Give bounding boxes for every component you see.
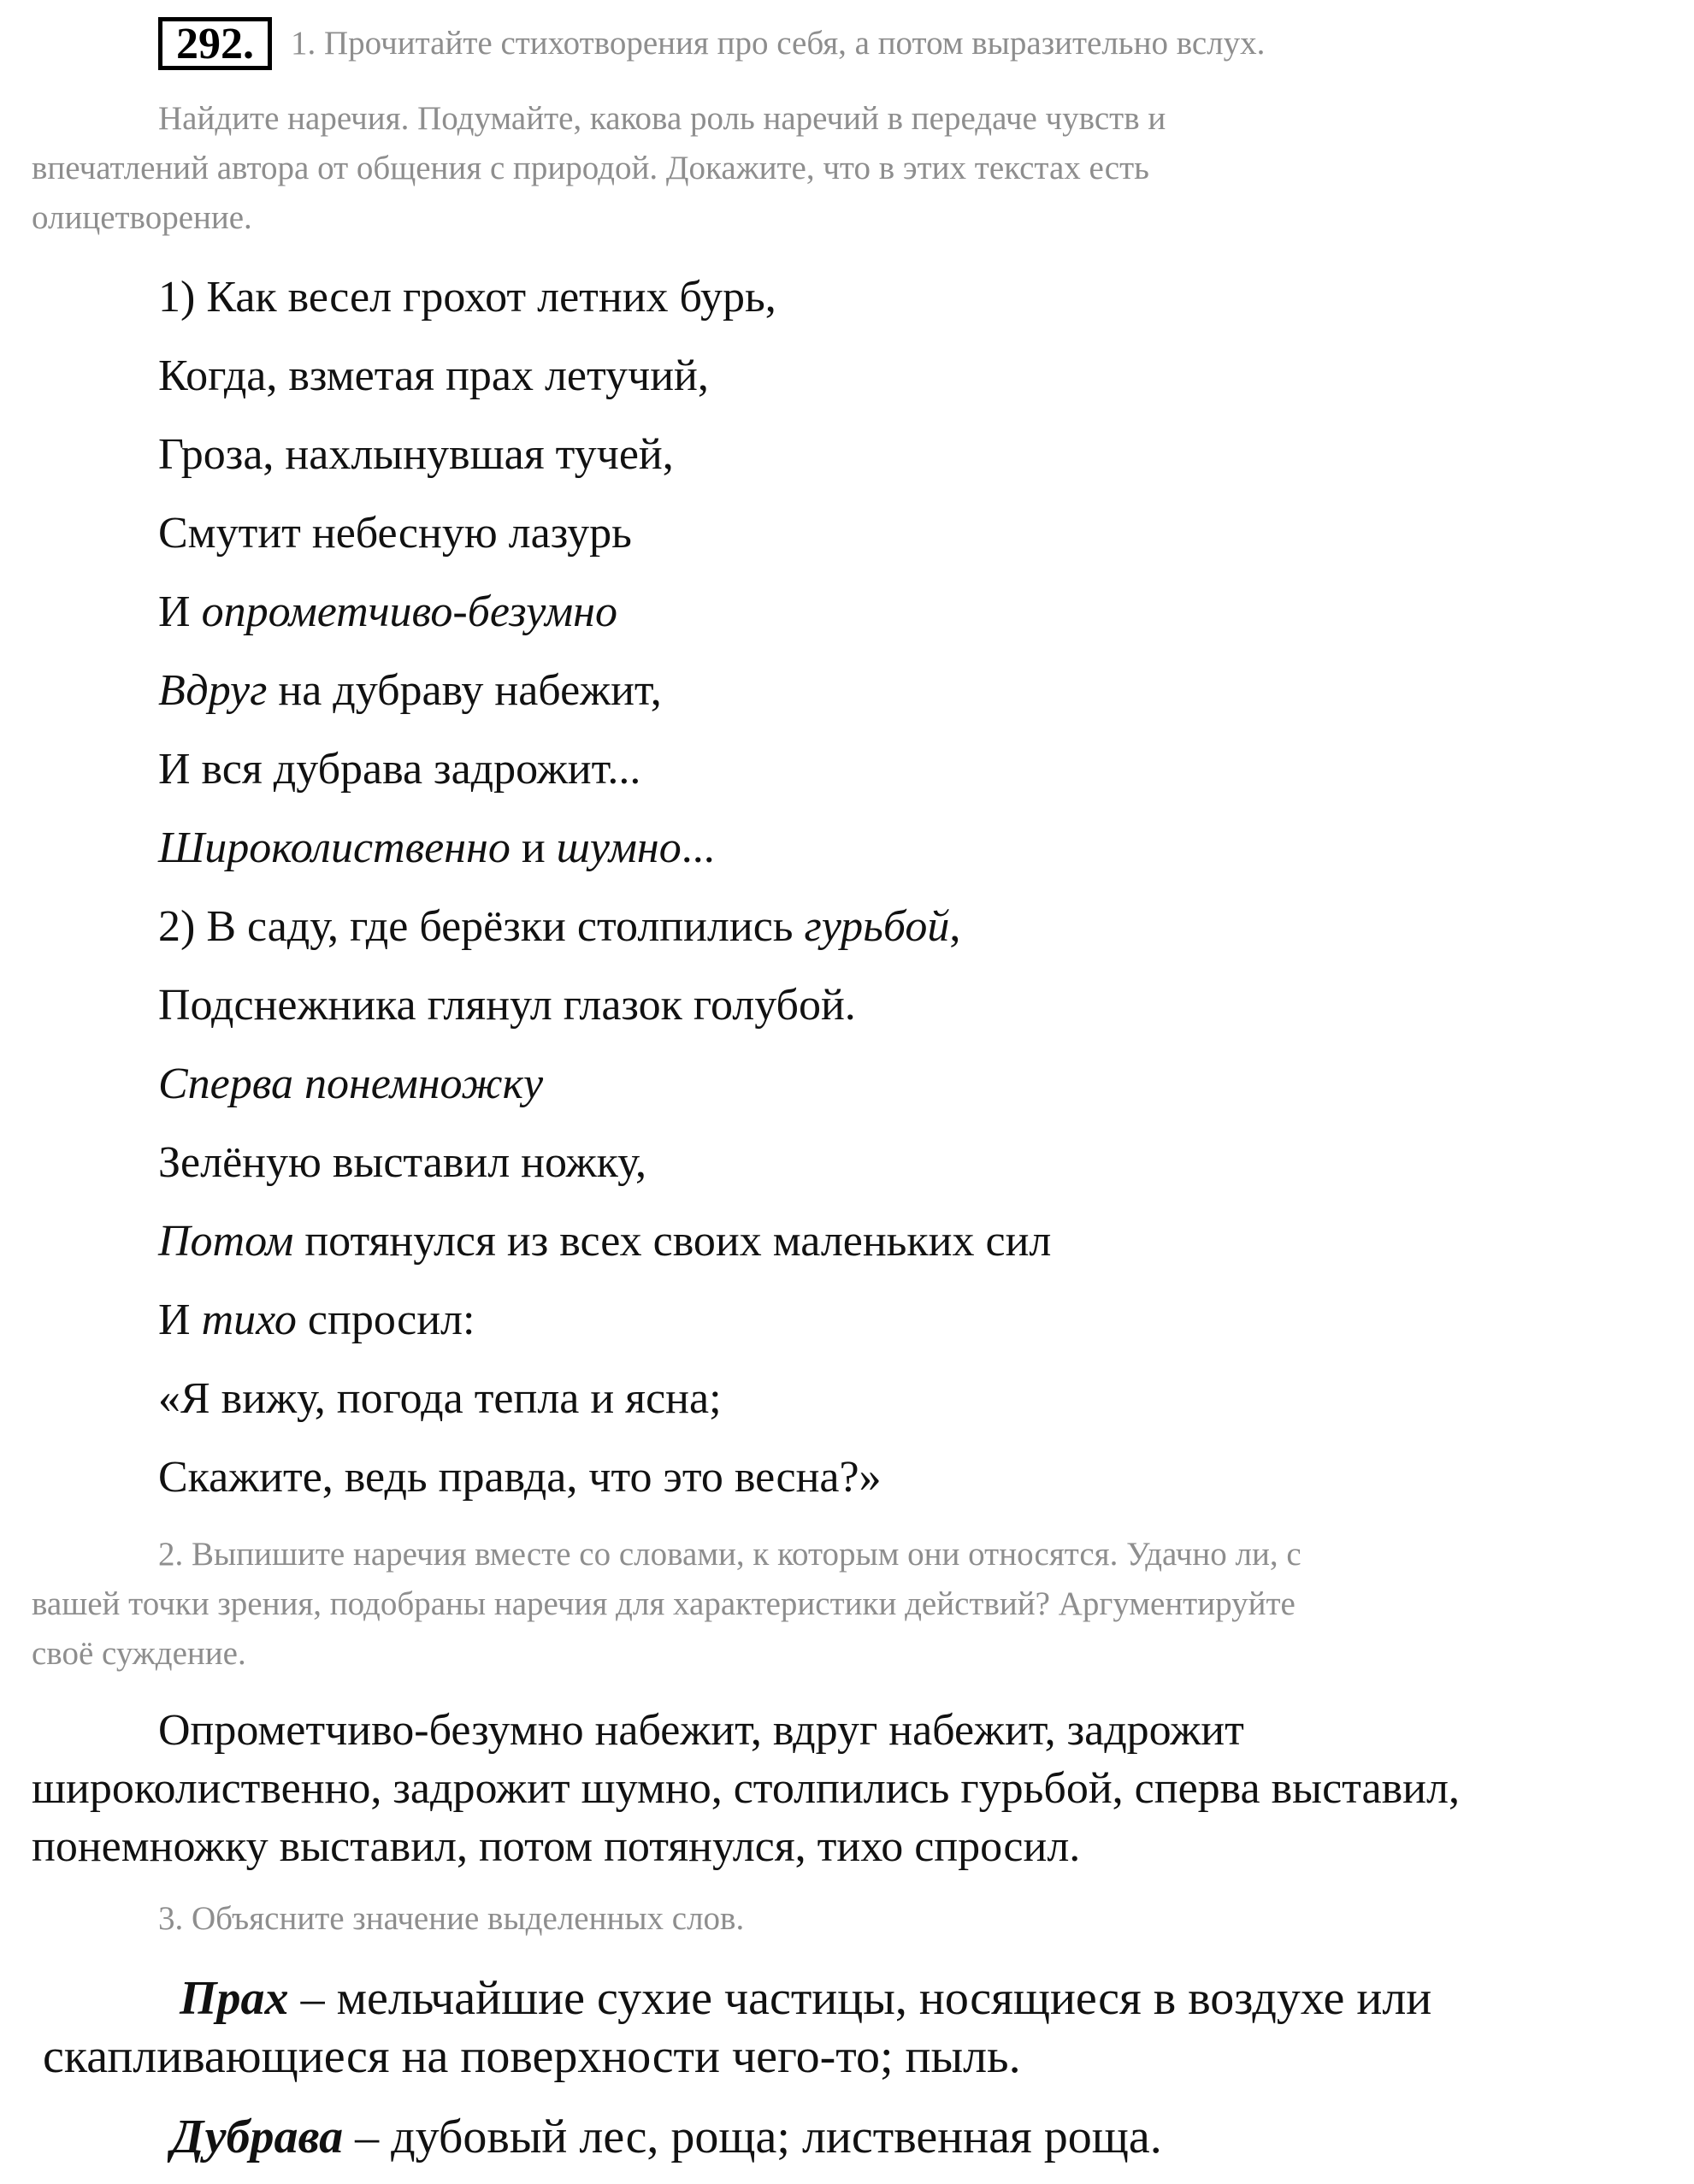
poem-line: Подснежника глянул глазок голубой. (158, 981, 856, 1030)
poem-text: , (949, 902, 961, 951)
answer2-line2: широколиственно, задрожит шумно, столпились гурьбой, сперва выставил, (32, 1764, 1460, 1813)
poem-line: Смутит небесную лазурь (158, 509, 632, 558)
poem-line: Когда, взметая прах летучий, (158, 351, 709, 400)
task2-line3: своё суждение. (32, 1635, 246, 1672)
poem-text: 2) В саду, где берёзки столпились (158, 902, 805, 951)
poem-line (158, 901, 960, 953)
answer2-line3: понемножку выставил, потом потянулся, тихо спросил. (32, 1822, 1081, 1871)
poem-line (158, 587, 617, 638)
definition-text: – мельчайшие сухие частицы, носящиеся в воздухе или (288, 1972, 1432, 2025)
poem-line: 1) Как весел грохот летних бурь, (158, 273, 776, 322)
poem-line: И вся дубрава задрожит... (158, 745, 641, 794)
definition-prakh (180, 1969, 1431, 2028)
poem-line (158, 665, 662, 717)
poem-text: и (510, 823, 557, 872)
adverb: опрометчиво-безумно (201, 587, 617, 636)
task2-line2: вашей точки зрения, подобраны наречия для характеристики действий? Аргументируйте (32, 1585, 1296, 1622)
poem-text: ... (681, 823, 715, 872)
task1-line2: Найдите наречия. Подумайте, какова роль наречий в передаче чувств и (158, 100, 1166, 137)
adverb: шумно (556, 823, 682, 872)
task2-line1: 2. Выпишите наречия вместе со словами, к которым они относятся. Удачно ли, с (158, 1536, 1301, 1573)
adverb: Сперва понемножку (158, 1060, 544, 1108)
term-dubrava: Дубрава (171, 2110, 344, 2163)
poem-text: потянулся из всех своих маленьких сил (293, 1217, 1052, 1266)
adverb: гурьбой (804, 902, 950, 951)
answer2-line1: Опрометчиво-безумно набежит, вдруг набежит, задрожит (158, 1706, 1244, 1755)
poem-text: И (158, 587, 202, 636)
task3: 3. Объясните значение выделенных слов. (158, 1900, 745, 1937)
task1-line1: 1. Прочитайте стихотворения про себя, а потом выразительно вслух. (291, 25, 1266, 62)
task1-line3: впечатлений автора от общения с природой. Докажите, что в этих текстах есть (32, 150, 1149, 186)
poem-line: «Я вижу, погода тепла и ясна; (158, 1374, 722, 1423)
poem-text: на дубраву набежит, (267, 666, 662, 715)
definition-text: – дубовый лес, роща; лиственная роща. (343, 2110, 1162, 2163)
adverb: Потом (158, 1217, 294, 1266)
definition-prakh-cont: скапливающиеся на поверхности чего-то; пыль. (43, 2030, 1021, 2083)
poem-line (158, 1216, 1051, 1267)
poem-line: Скажите, ведь правда, что это весна?» (158, 1453, 882, 1502)
poem-text: спросил: (296, 1296, 475, 1344)
adverb: тихо (201, 1296, 297, 1344)
adverb: Широколиственно (158, 823, 511, 872)
poem-line (158, 823, 715, 874)
term-prakh: Прах (180, 1972, 289, 2025)
definition-dubrava (171, 2108, 1162, 2166)
poem-line: Гроза, нахлынувшая тучей, (158, 430, 674, 479)
poem-text: И (158, 1296, 202, 1344)
poem-line (158, 1059, 543, 1110)
adverb: Вдруг (158, 666, 268, 715)
poem-line: Зелёную выставил ножку, (158, 1138, 646, 1187)
exercise-number: 292. (158, 17, 272, 70)
task1-line4: олицетворение. (32, 199, 252, 236)
poem-line (158, 1295, 475, 1346)
